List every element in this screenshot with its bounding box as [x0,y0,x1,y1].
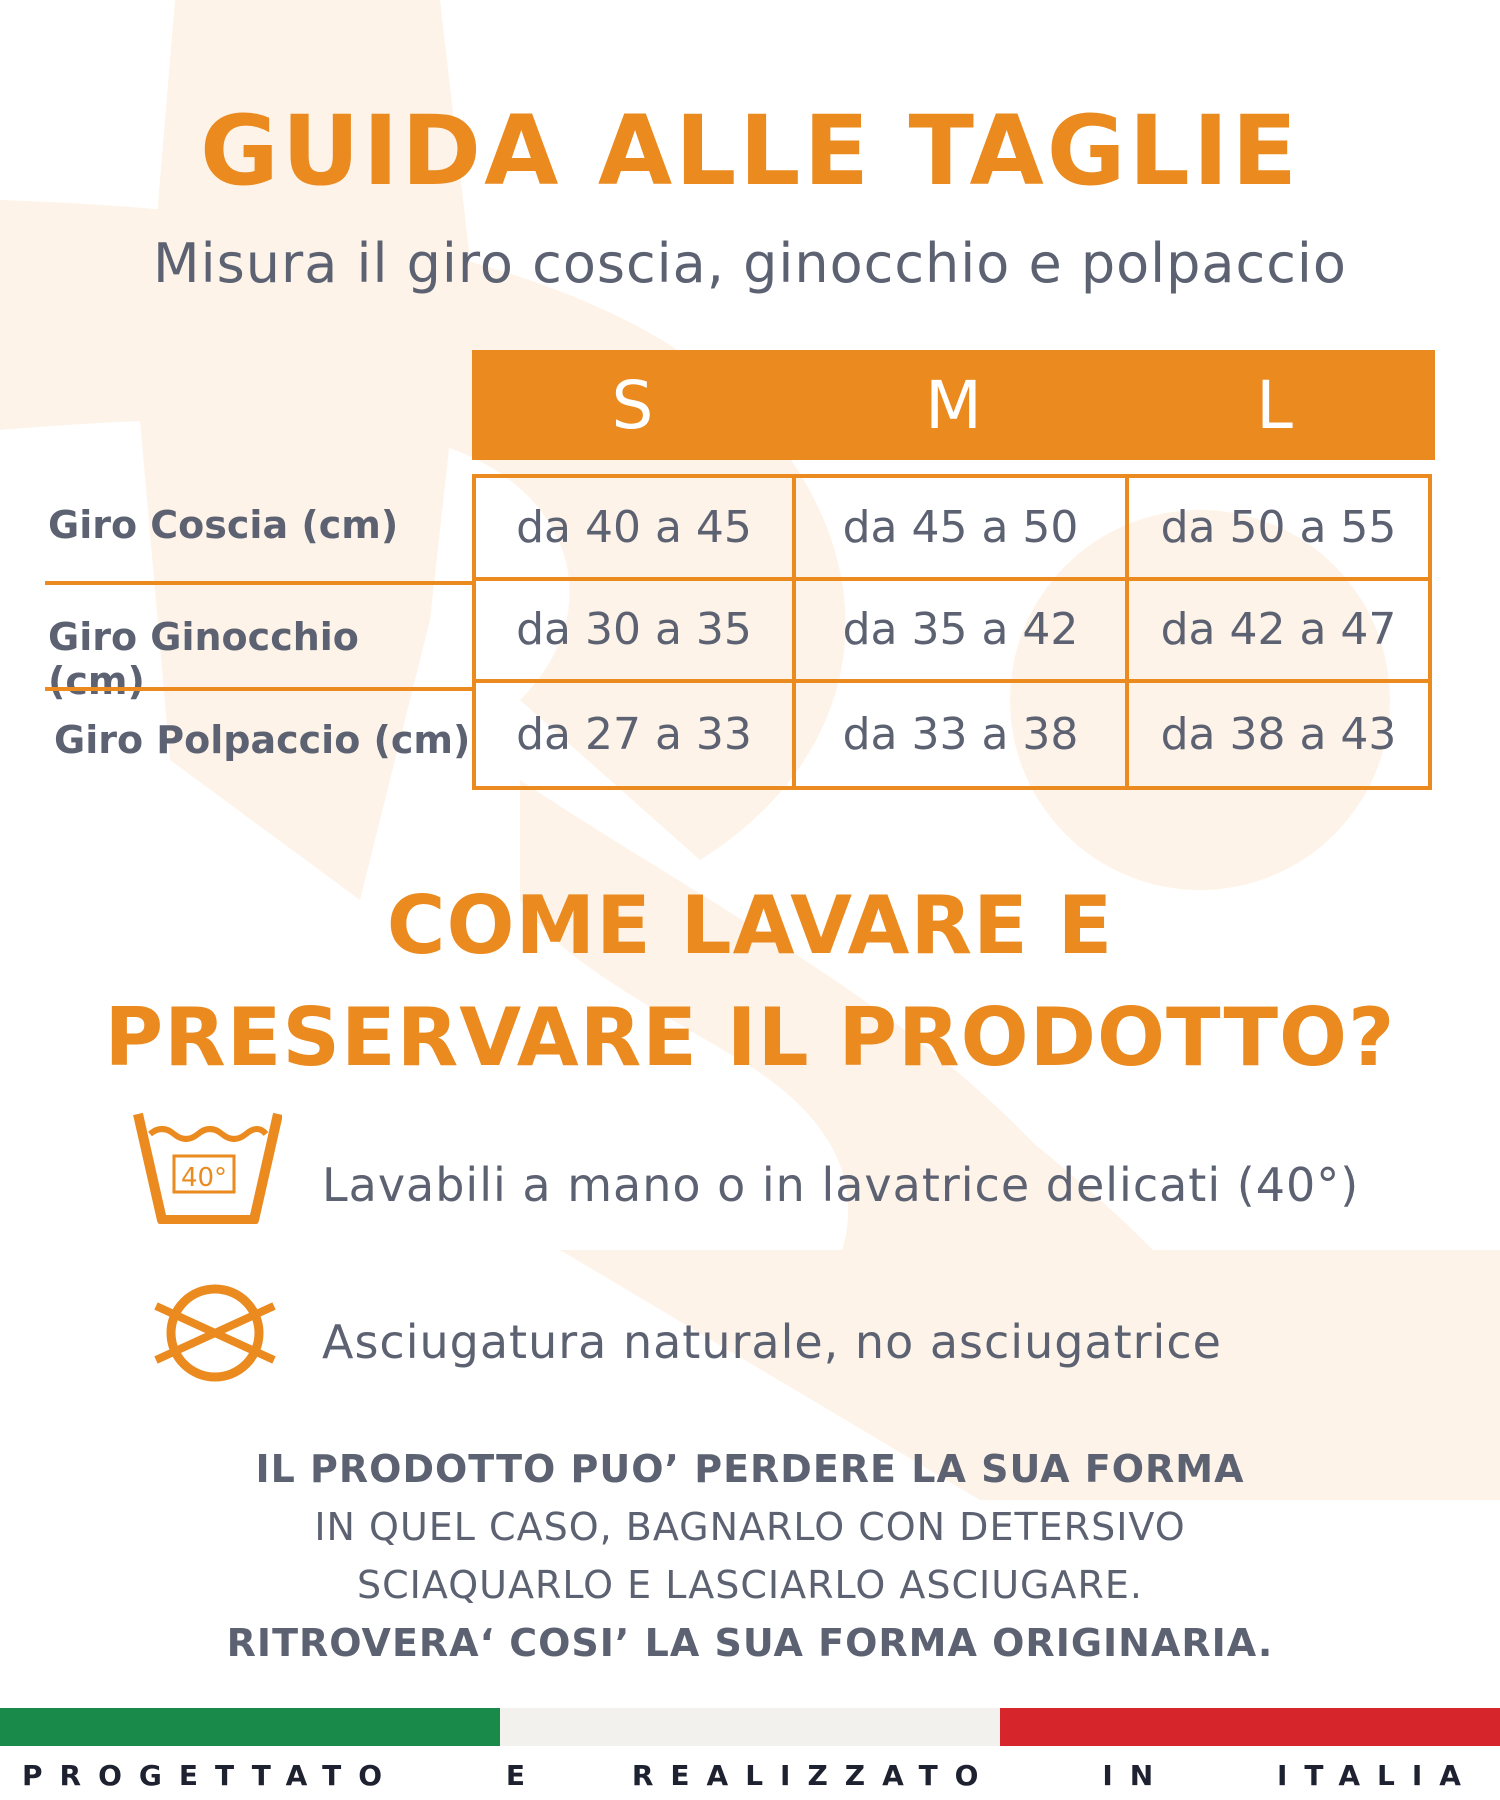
size-label-m: M [925,366,982,444]
footer-word: IN [1102,1758,1171,1792]
size-header-bar [472,350,1435,460]
page-title: GUIDA ALLE TAGLIE [199,95,1301,207]
flag-red-stripe [1000,1708,1500,1746]
footer-word: ITALIA [1277,1758,1478,1792]
row-label-ginocchio: Giro Ginocchio (cm) [48,615,359,703]
note-line: SCIAQUARLO E LASCIARLO ASCIUGARE. [357,1563,1143,1607]
table-cell: da 35 a 42 [796,581,1129,684]
wash-title-line: PRESERVARE IL PRODOTTO? [104,991,1396,1084]
care-note [0,1440,1500,1672]
no-tumble-dry-icon [148,1278,282,1388]
table-cell: da 38 a 43 [1160,709,1397,761]
table-cell: da 33 a 38 [796,683,1129,786]
size-label-l: L [1256,366,1293,444]
row-divider [45,687,475,691]
footer-word: REALIZZATO [631,1758,996,1792]
table-cell: da 45 a 50 [796,478,1129,581]
wash-40-icon [132,1108,282,1224]
care-wash-text: Lavabili a mano o in lavatrice delicati (40°) [322,1158,1360,1212]
footer-tagline [0,1750,1500,1800]
note-line: IL PRODOTTO PUO’ PERDERE LA SUA FORMA [255,1447,1245,1491]
wash-section-title [0,870,1500,1094]
table-cell: da 40 a 45 [476,478,796,581]
care-dry-text: Asciugatura naturale, no asciugatrice [322,1315,1222,1369]
size-table [472,474,1432,790]
table-cell: da 50 a 55 [1129,478,1428,581]
page-subtitle: Misura il giro coscia, ginocchio e polpaccio [153,232,1347,295]
footer-word: PROGETTATO [22,1758,400,1792]
row-label-polpaccio: Giro Polpaccio (cm) [54,718,471,762]
wash-icon-temp: 40° [180,1163,228,1193]
row-label-coscia: Giro Coscia (cm) [48,503,399,547]
row-divider [45,581,475,585]
footer-word: E [505,1758,526,1792]
table-cell: da 27 a 33 [476,683,796,786]
table-cell: da 42 a 47 [1129,581,1428,684]
flag-white-stripe [500,1708,1000,1746]
note-line: RITROVERA‘ COSI’ LA SUA FORMA ORIGINARIA. [226,1621,1274,1665]
size-label-s: S [611,366,654,444]
table-cell: da 30 a 35 [476,581,796,684]
flag-green-stripe [0,1708,500,1746]
wash-title-line: COME LAVARE E [386,879,1114,972]
note-line: IN QUEL CASO, BAGNARLO CON DETERSIVO [314,1505,1186,1549]
